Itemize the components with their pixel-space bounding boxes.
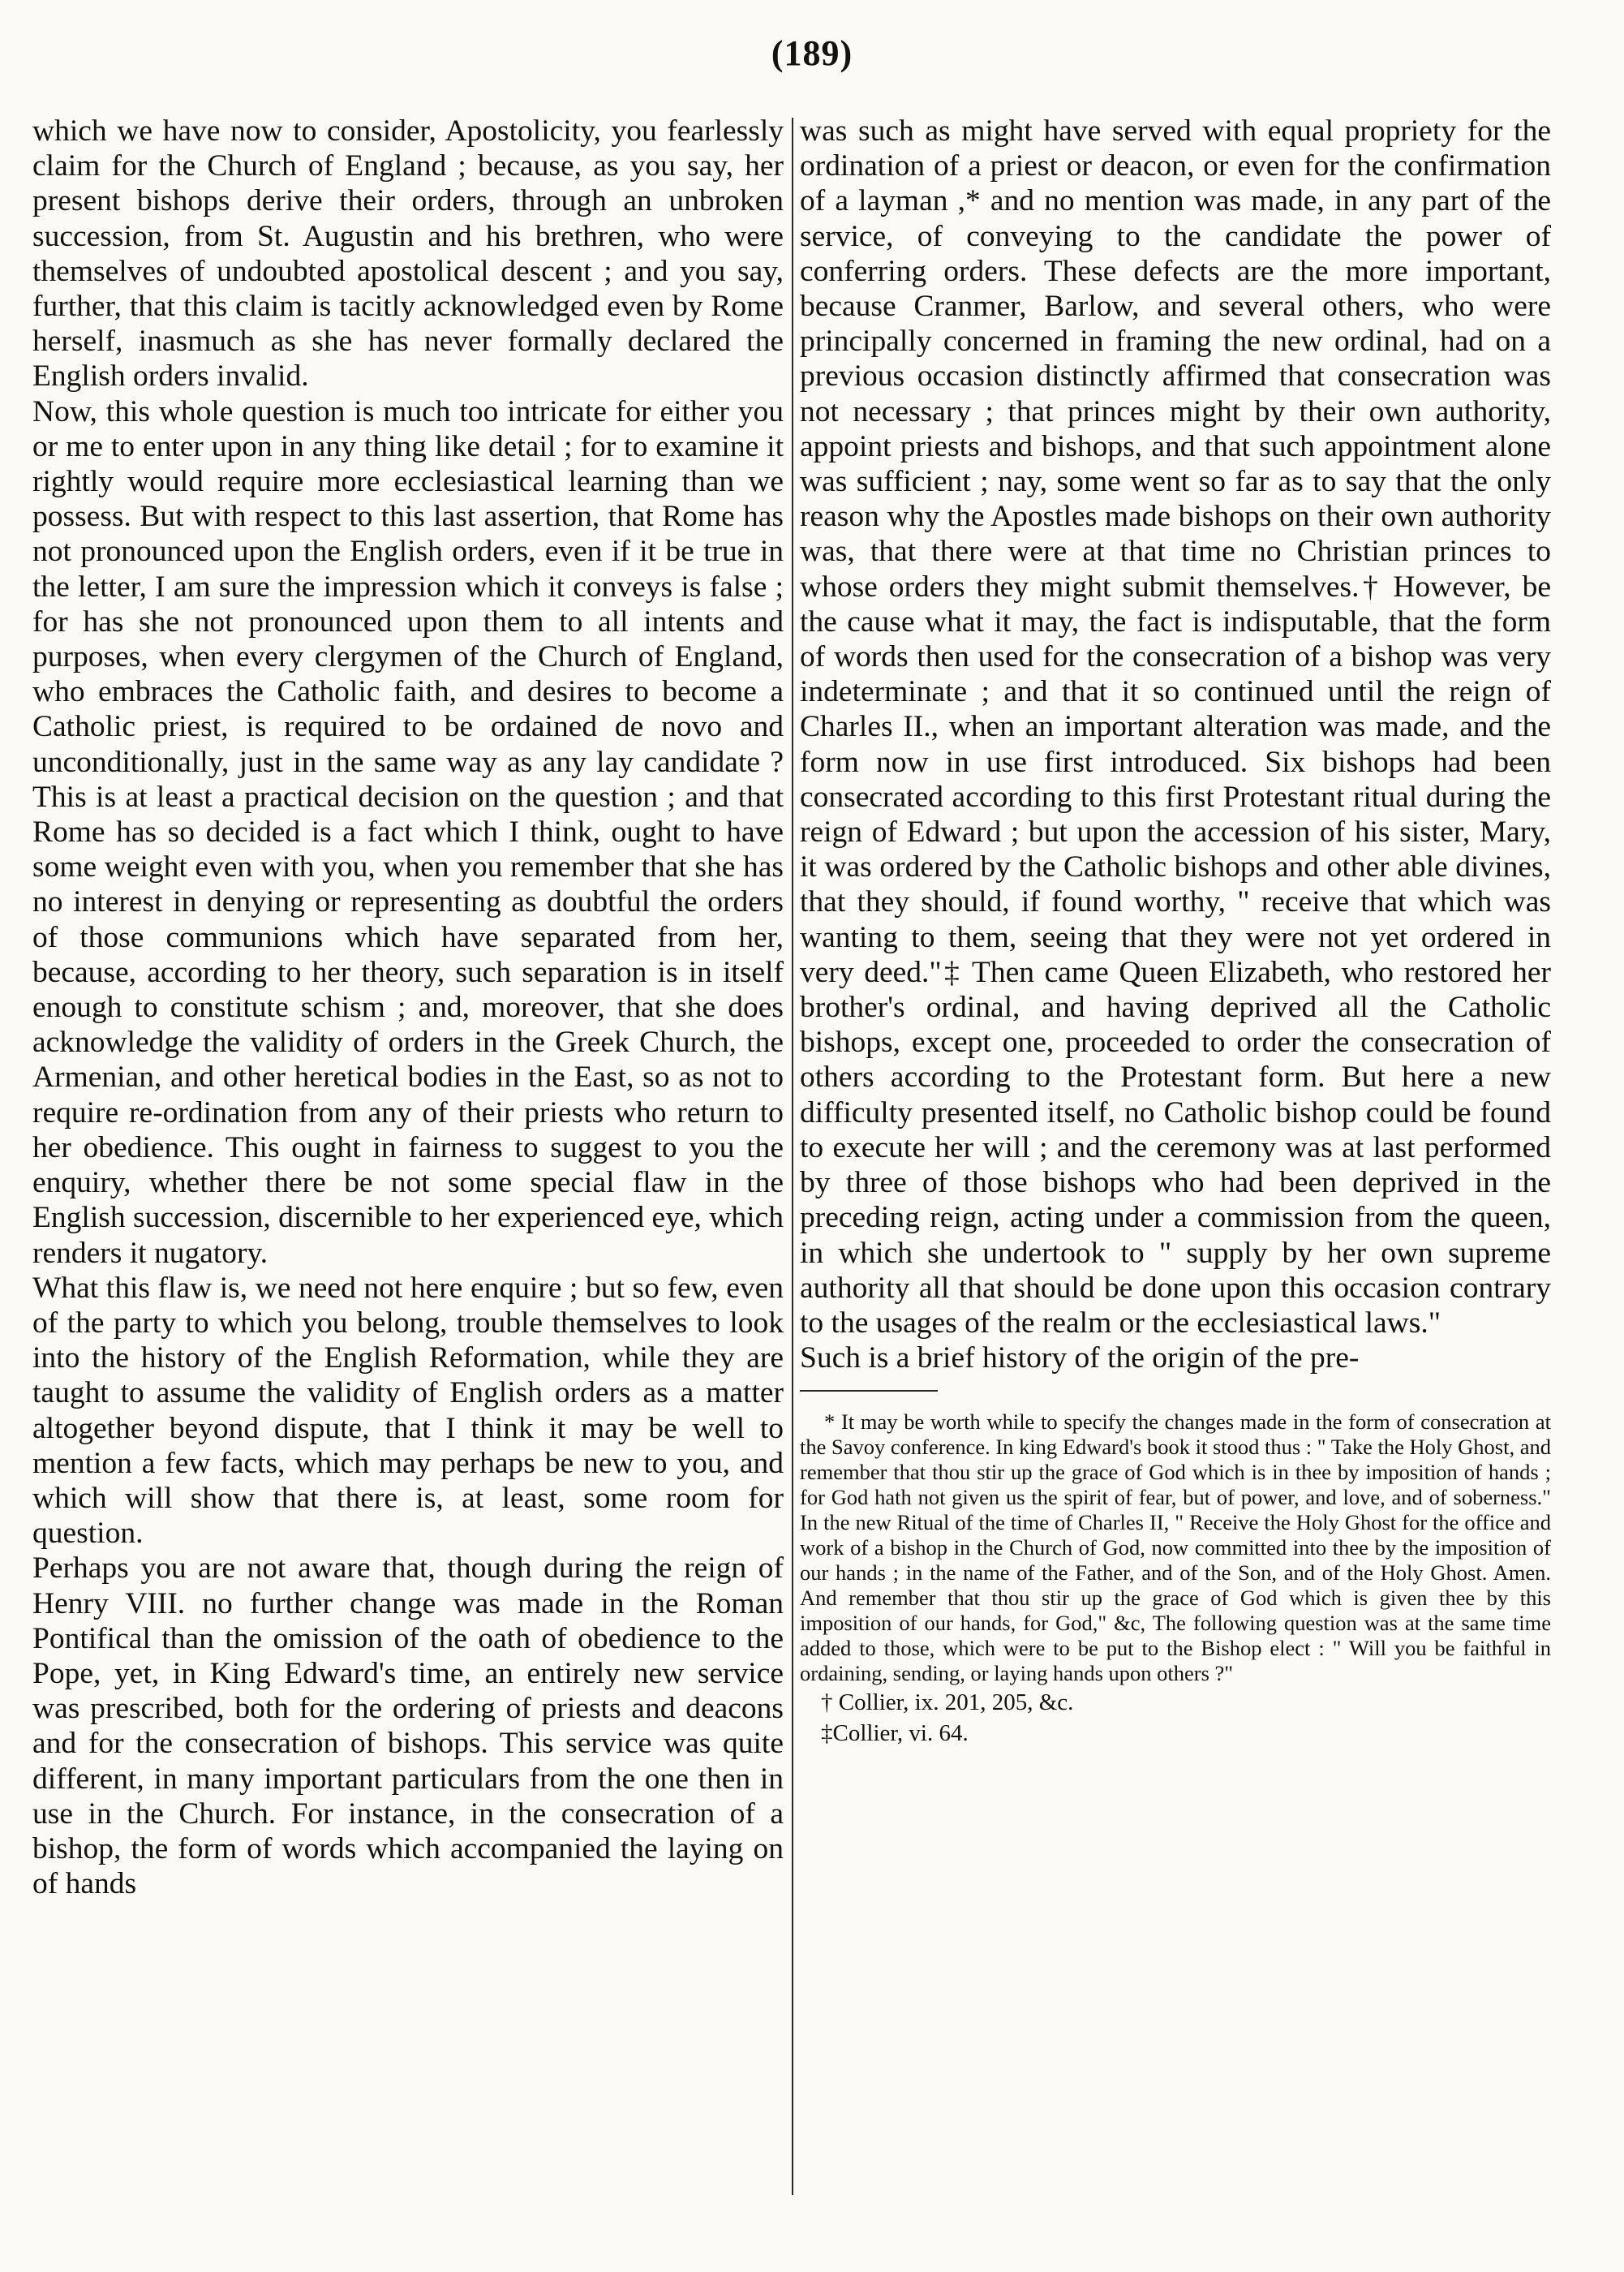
left-column [32, 114, 784, 1901]
paragraph: Such is a brief history of the origin of the pre- [800, 1341, 1360, 1375]
paragraph: which we have now to consider, Apostolicity, you fearlessly claim for the Church of England ; because, as you say, her present bishops derive their orders, through an unbroken succession, from St. Augustin and his brethren, who were themselves of undoubted apostolical descent ; and you say, further, that this claim is tacitly acknowledged even by Rome herself, inasmuch as she has never formally declared the English orders invalid. [32, 114, 784, 394]
page-number: (189) [771, 33, 853, 73]
paragraph: What this flaw is, we need not here enquire ; but so few, even of the party to which you belong, trouble themselves to look into the history of the English Reformation, while they are taught to assume the validity of English orders as a matter altogether beyond dispute, that I think it may be well to mention a few facts, which may perhaps be new to you, and which will show that there is, at least, some room for question. [32, 1271, 784, 1551]
paragraph: Perhaps you are not aware that, though during the reign of Henry VIII. no further change was made in the Roman Pontifical than the omission of the oath of obedience to the Pope, yet, in King Edward's time, an entirely new service was prescribed, both for the ordering of priests and deacons and for the consecration of bishops. This service was quite different, in many important particulars from the one then in use in the Church. For instance, in the consecration of a bishop, the form of words which accompanied the laying on of hands [32, 1551, 784, 1901]
paragraph: Now, this whole question is much too intricate for either you or me to enter upon in any thing like detail ; for to examine it rightly would require more ecclesiastical learning than we possess. But with respect to this last assertion, that Rome has not pronounced upon the English orders, even if it be true in the letter, I am sure the impression which it conveys is false ; for has she not pronounced upon them to all intents and purposes, when every clergymen of the Church of England, who embraces the Catholic faith, and desires to become a Catholic priest, is required to be ordained de novo and unconditionally, just in the same way as any lay candidate ? This is at least a practical decision on the question ; and that Rome has so decided is a fact which I think, ought to have some weight even with you, when you remember that she has no interest in denying or representing as doubtful the orders of those communions which have separated from her, because, according to her theory, such separation is in itself enough to constitute schism ; and, moreover, that she does acknowledge the validity of orders in the Greek Church, the Armenian, and other heretical bodies in the East, so as not to require re-ordination from any of their priests who return to her obedience. This ought in fairness to suggest to you the enquiry, whether there be not some special flaw in the English succession, discernible to her experienced eye, which renders it nugatory. [32, 394, 784, 1270]
footnote: ‡Collier, vi. 64. [821, 1720, 969, 1747]
footnote: † Collier, ix. 201, 205, &c. [821, 1689, 1074, 1716]
right-column [800, 114, 1551, 1748]
footnotes [800, 1409, 1551, 1748]
footnote-rule [800, 1390, 938, 1392]
paragraph: was such as might have served with equal propriety for the ordination of a priest or deacon, or even for the confirmation of a layman ,* and no mention was made, in any part of the service, of conveying to the candidate the power of conferring orders. These defects are the more important, because Cranmer, Barlow, and several others, who were principally concerned in framing the new ordinal, had on a previous occasion distinctly affirmed that consecration was not necessary ; that princes might by their own authority, appoint priests and bishops, and that such appointment alone was sufficient ; nay, some went so far as to say that the only reason why the Apostles made bishops on their own authority was, that there were at that time no Christian princes to whose orders they might submit themselves.† However, be the cause what it may, the fact is indisputable, that the form of words then used for the consecration of a bishop was very indeterminate ; and that it so continued until the reign of Charles II., when an important alteration was made, and the form now in use first introduced. Six bishops had been consecrated according to this first Protestant ritual during the reign of Edward ; but upon the accession of his sister, Mary, it was ordered by the Catholic bishops and other able divines, that they should, if found worthy, " receive that which was wanting to them, seeing that they were not yet ordered in very deed."‡ Then came Queen Elizabeth, who restored her brother's ordinal, and having deprived all the Catholic bishops, except one, proceeded to order the consecration of others according to the Protestant form. But here a new difficulty presented itself, no Catholic bishop could be found to execute her will ; and the ceremony was at last performed by three of those bishops who had been deprived in the preceding reign, acting under a commission from the queen, in which she undertook to " supply by her own supreme authority all that should be done upon this occasion contrary to the usages of the realm or the ecclesiastical laws." [800, 114, 1551, 1340]
footnote: * It may be worth while to specify the changes made in the form of consecration at the Savoy conference. In king Edward's book it stood thus : " Take the Holy Ghost, and remember that thou stir up the grace of God which is in thee by imposition of hands ; for God hath not given us the spirit of fear, but of power, and love, and of soberness." In the new Ritual of the time of Charles II, " Receive the Holy Ghost for the office and work of a bishop in the Church of God, now committed into thee by the imposition of our hands ; in the name of the Father, and of the Son, and of the Holy Ghost. Amen. And remember that thou stir up the grace of God which is given thee by this imposition of our hands, for God," &c, The following question was at the same time added to those, which were to be put to the Bishop elect : " Will you be faithful in ordaining, sending, or laying hands upon others ?" [800, 1409, 1551, 1686]
column-divider [792, 118, 793, 2195]
